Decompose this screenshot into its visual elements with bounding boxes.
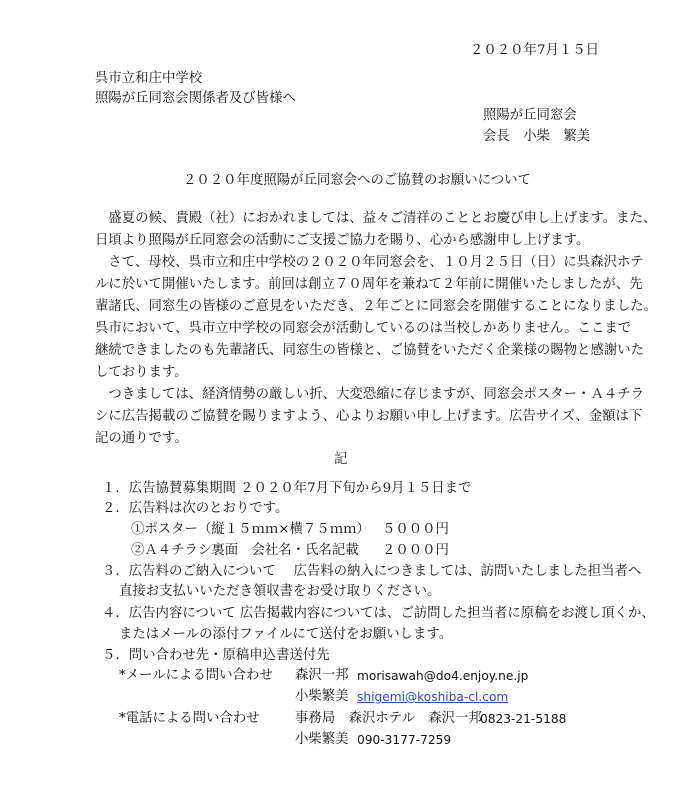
tel-number-2: 090-3177-7259 [357, 733, 452, 747]
item-3-payment-cont: 直接お支払いいただき領収書をお受け取りください。 [119, 584, 441, 599]
recipient-school: 呉市立和庄中学校 [95, 71, 203, 86]
mail-address-2-link[interactable]: shigemi@koshiba-cl.com [357, 690, 509, 704]
tel-contact-label: *電話による問い合わせ [119, 711, 260, 726]
body-line: つきましては、経済情勢の厳しい折、大変恐縮に存じますが、同窓会ポスター・Ａ４チラ [95, 387, 645, 402]
tel-contact-name-2: 小柴繁美 [295, 732, 349, 747]
recipient-group: 照陽が丘同窓会関係者及び皆様へ [95, 91, 296, 106]
fee-poster-price: ５０００円 [382, 522, 449, 537]
fee-flyer-label: ②Ａ４チラシ裏面 会社名・氏名記載 [131, 543, 359, 558]
sender-name: 会長 小柴 繁美 [483, 129, 591, 144]
fee-flyer-price: ２０００円 [382, 543, 449, 558]
item-2-fees: ２．広告料は次のとおりです。 [102, 501, 289, 516]
mail-address-1: morisawah@do4.enjoy.ne.jp [357, 669, 529, 683]
letter-subject: ２０２０年度照陽が丘同窓会へのご協賛のお願いについて [183, 173, 531, 188]
body-line: しております。 [95, 365, 188, 380]
item-5-contacts: ５．問い合わせ先・原稿申込書送付先 [102, 648, 330, 663]
body-line: さて、母校、呉市立和庄中学校の２０２０年同窓会を、１０月２５日（日）に呉森沢ホテ [95, 255, 644, 270]
body-line: ルに於いて開催いたします。前回は創立７０周年を兼ねて２年前に開催いたしましたが、先 [95, 277, 643, 292]
body-line: 呉市において、呉市立中学校の同窓会が活動しているのは当校しかありません。ここまで [95, 321, 632, 336]
item-4-content-cont: またはメールの添付ファイルにて送付をお願いします。 [119, 627, 453, 642]
fee-poster-label: ①ポスター（縦１５ｍｍ×横７５ｍｍ） [131, 522, 370, 537]
tel-contact-office: 事務局 森沢ホテル 森沢一邦 [295, 711, 482, 726]
ki-heading: 記 [334, 452, 348, 467]
mail-contact-label: *メールによる問い合わせ [119, 668, 273, 683]
letter-date: ２０２０年7月１５日 [470, 43, 600, 58]
sender-organization: 照陽が丘同窓会 [483, 108, 577, 123]
body-line: 継続できましたのも先輩諸氏、同窓生の皆様と、ご協賛をいただく企業様の賜物と感謝いた [95, 343, 645, 358]
item-4-content: ４．広告内容について 広告掲載内容については、ご訪問した担当者に原稿をお渡し頂くか、 [102, 606, 655, 621]
body-line: 盛夏の候、貴殿（社）におかれましては、益々ご清祥のこととお慶び申し上げます。また、 [95, 211, 657, 226]
item-1-period: １．広告協賛募集期間 ２０２０年7月下旬から9月１５日まで [102, 481, 472, 496]
body-line: シに広告掲載のご協賛を賜りますよう、心よりお願い申し上げます。広告サイズ、金額は下 [95, 409, 643, 424]
body-line: 日頃より照陽が丘同窓会の活動にご支援ご協力を賜り、心から感謝申し上げます。 [95, 233, 590, 248]
mail-contact-name-1: 森沢一邦 [295, 668, 349, 683]
tel-number-1: 0823-21-5188 [480, 712, 567, 726]
body-line: 輩諸氏、同窓生の皆様のご意見をいただき、２年ごとに同窓会を開催することになりました。 [95, 299, 657, 314]
mail-contact-name-2: 小柴繁美 [295, 689, 349, 704]
item-3-payment: ３．広告料のご納入について 広告料の納入につきましては、訪問いたしました担当者へ [102, 564, 642, 579]
body-line: 記の通りです。 [95, 431, 188, 446]
